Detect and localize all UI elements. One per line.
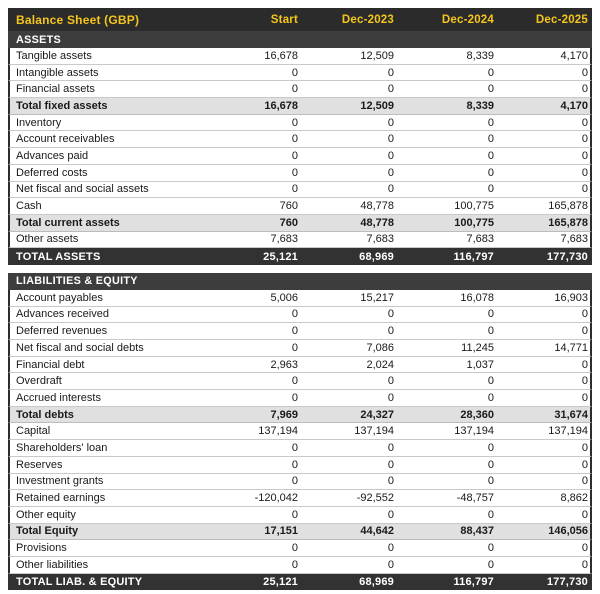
row-label: Capital xyxy=(16,425,51,438)
cell-value: 0 xyxy=(581,358,588,371)
cell-value: 116,797 xyxy=(453,575,494,588)
cell-value: 48,778 xyxy=(360,216,394,229)
column-header-dec-2025: Dec-2025 xyxy=(535,13,588,26)
row-label: Inventory xyxy=(16,116,62,129)
row-label: Account payables xyxy=(16,291,103,304)
cell-value: 0 xyxy=(387,133,394,146)
cell-value: 31,674 xyxy=(554,408,588,421)
table-row xyxy=(8,440,592,457)
cell-value: 0 xyxy=(387,66,394,79)
row-label: Financial assets xyxy=(16,83,95,96)
cell-value: 4,170 xyxy=(560,99,588,112)
row-label: Total Equity xyxy=(16,525,79,538)
cell-value: 0 xyxy=(387,458,394,471)
row-label: Total current assets xyxy=(16,216,120,229)
cell-value: 0 xyxy=(581,475,588,488)
cell-value: 0 xyxy=(487,458,494,471)
table-row xyxy=(8,248,592,265)
cell-value: 15,217 xyxy=(360,291,394,304)
cell-value: 0 xyxy=(291,375,298,388)
cell-value: 2,963 xyxy=(270,358,298,371)
cell-value: 25,121 xyxy=(263,575,298,588)
cell-value: 0 xyxy=(581,508,588,521)
cell-value: 0 xyxy=(487,375,494,388)
balance-sheet-table xyxy=(8,8,592,590)
cell-value: 760 xyxy=(279,200,298,213)
table-row xyxy=(8,474,592,491)
cell-value: 146,056 xyxy=(548,525,588,538)
cell-value: 0 xyxy=(487,325,494,338)
cell-value: 0 xyxy=(581,542,588,555)
row-label: Total fixed assets xyxy=(16,99,108,112)
table-row xyxy=(8,165,592,182)
cell-value: 0 xyxy=(581,375,588,388)
table-title: Balance Sheet (GBP) xyxy=(16,12,140,27)
cell-value: 68,969 xyxy=(359,250,394,263)
row-label: Advances received xyxy=(16,308,109,321)
cell-value: 0 xyxy=(291,391,298,404)
table-row xyxy=(8,390,592,407)
cell-value: 760 xyxy=(279,216,298,229)
table-row xyxy=(8,115,592,132)
cell-value: 0 xyxy=(487,308,494,321)
row-label: Other liabilities xyxy=(16,558,89,571)
row-label: Reserves xyxy=(16,458,63,471)
cell-value: -120,042 xyxy=(254,492,298,505)
cell-value: 7,683 xyxy=(366,233,394,246)
cell-value: 0 xyxy=(387,542,394,555)
cell-value: 0 xyxy=(387,149,394,162)
cell-value: 0 xyxy=(387,558,394,571)
row-label: Tangible assets xyxy=(16,49,92,62)
cell-value: 0 xyxy=(291,183,298,196)
cell-value: 0 xyxy=(291,542,298,555)
cell-value: 28,360 xyxy=(460,408,494,421)
row-label: Account receivables xyxy=(16,133,115,146)
cell-value: 0 xyxy=(581,66,588,79)
cell-value: 7,969 xyxy=(270,408,298,421)
row-label: Deferred costs xyxy=(16,166,88,179)
row-label: TOTAL ASSETS xyxy=(16,250,101,263)
row-label: Other assets xyxy=(16,233,79,246)
cell-value: 0 xyxy=(291,133,298,146)
cell-value: 0 xyxy=(581,441,588,454)
cell-value: 7,086 xyxy=(366,341,394,354)
table-row xyxy=(8,340,592,357)
cell-value: 0 xyxy=(581,308,588,321)
cell-value: 0 xyxy=(487,66,494,79)
cell-value: 0 xyxy=(291,116,298,129)
cell-value: 0 xyxy=(487,149,494,162)
cell-value: 137,194 xyxy=(258,425,298,438)
cell-value: 5,006 xyxy=(270,291,298,304)
cell-value: 100,775 xyxy=(454,216,494,229)
cell-value: 4,170 xyxy=(560,49,588,62)
cell-value: 24,327 xyxy=(360,408,394,421)
cell-value: 0 xyxy=(581,133,588,146)
cell-value: 0 xyxy=(387,308,394,321)
row-label: LIABILITIES & EQUITY xyxy=(16,275,138,288)
section-spacer xyxy=(8,265,592,273)
cell-value: 7,683 xyxy=(560,233,588,246)
cell-value: 0 xyxy=(487,166,494,179)
cell-value: 88,437 xyxy=(460,525,494,538)
cell-value: 165,878 xyxy=(548,216,588,229)
table-row xyxy=(8,182,592,199)
cell-value: 0 xyxy=(387,83,394,96)
table-row xyxy=(8,148,592,165)
table-row xyxy=(8,457,592,474)
cell-value: 16,678 xyxy=(264,99,298,112)
cell-value: 177,730 xyxy=(546,250,588,263)
column-header-dec-2024: Dec-2024 xyxy=(441,13,494,26)
row-label: Overdraft xyxy=(16,375,62,388)
cell-value: 0 xyxy=(487,475,494,488)
cell-value: 0 xyxy=(581,149,588,162)
cell-value: 0 xyxy=(291,558,298,571)
cell-value: 137,194 xyxy=(354,425,394,438)
cell-value: 0 xyxy=(387,375,394,388)
row-label: ASSETS xyxy=(16,33,61,46)
table-row xyxy=(8,232,592,249)
row-label: Retained earnings xyxy=(16,492,106,505)
table-row xyxy=(8,323,592,340)
cell-value: 0 xyxy=(291,83,298,96)
row-label: Cash xyxy=(16,200,42,213)
table-rows xyxy=(8,31,592,590)
cell-value: 0 xyxy=(387,508,394,521)
cell-value: 68,969 xyxy=(359,575,394,588)
table-row xyxy=(8,81,592,98)
cell-value: 0 xyxy=(387,166,394,179)
table-row xyxy=(8,215,592,232)
row-label: Total debts xyxy=(16,408,74,421)
cell-value: 0 xyxy=(581,558,588,571)
cell-value: 0 xyxy=(291,441,298,454)
cell-value: 0 xyxy=(581,183,588,196)
cell-value: 0 xyxy=(291,508,298,521)
cell-value: 0 xyxy=(387,475,394,488)
table-row xyxy=(8,490,592,507)
cell-value: 165,878 xyxy=(548,200,588,213)
row-label: Deferred revenues xyxy=(16,325,108,338)
row-label: Investment grants xyxy=(16,475,104,488)
cell-value: 7,683 xyxy=(270,233,298,246)
cell-value: 16,678 xyxy=(264,49,298,62)
cell-value: 0 xyxy=(581,325,588,338)
column-header-start: Start xyxy=(270,13,298,26)
table-row xyxy=(8,407,592,424)
cell-value: 0 xyxy=(487,508,494,521)
table-row xyxy=(8,98,592,115)
row-label: Shareholders' loan xyxy=(16,441,108,454)
cell-value: 11,245 xyxy=(461,341,494,354)
cell-value: 16,903 xyxy=(554,291,588,304)
cell-value: 17,151 xyxy=(264,525,298,538)
cell-value: 0 xyxy=(581,83,588,96)
table-row xyxy=(8,540,592,557)
cell-value: 0 xyxy=(487,542,494,555)
row-label: Provisions xyxy=(16,542,67,555)
row-label: Net fiscal and social debts xyxy=(16,341,144,354)
cell-value: -92,552 xyxy=(356,492,394,505)
cell-value: 0 xyxy=(387,325,394,338)
cell-value: 25,121 xyxy=(263,250,298,263)
cell-value: 8,862 xyxy=(560,492,588,505)
cell-value: 137,194 xyxy=(454,425,494,438)
cell-value: 14,771 xyxy=(554,341,588,354)
cell-value: 0 xyxy=(487,183,494,196)
cell-value: 0 xyxy=(291,341,298,354)
row-label: Intangible assets xyxy=(16,66,99,79)
cell-value: 16,078 xyxy=(460,291,494,304)
cell-value: 1,037 xyxy=(466,358,494,371)
row-label: Advances paid xyxy=(16,149,89,162)
cell-value: 0 xyxy=(387,441,394,454)
column-header-dec-2023: Dec-2023 xyxy=(341,13,394,26)
row-label: Accrued interests xyxy=(16,391,101,404)
cell-value: 0 xyxy=(291,308,298,321)
cell-value: -48,757 xyxy=(456,492,494,505)
row-label: TOTAL LIAB. & EQUITY xyxy=(16,575,143,588)
cell-value: 44,642 xyxy=(360,525,394,538)
row-label: Net fiscal and social assets xyxy=(16,183,149,196)
cell-value: 0 xyxy=(487,116,494,129)
cell-value: 0 xyxy=(581,166,588,179)
cell-value: 0 xyxy=(487,558,494,571)
cell-value: 12,509 xyxy=(360,99,394,112)
table-row xyxy=(8,198,592,215)
cell-value: 116,797 xyxy=(453,250,494,263)
cell-value: 7,683 xyxy=(466,233,494,246)
table-row xyxy=(8,423,592,440)
cell-value: 0 xyxy=(581,116,588,129)
table-row xyxy=(8,307,592,324)
table-row xyxy=(8,557,592,574)
cell-value: 0 xyxy=(487,391,494,404)
section-header-row xyxy=(8,273,592,290)
table-row xyxy=(8,357,592,374)
cell-value: 0 xyxy=(581,391,588,404)
cell-value: 8,339 xyxy=(466,49,494,62)
cell-value: 0 xyxy=(291,66,298,79)
cell-value: 0 xyxy=(291,475,298,488)
cell-value: 0 xyxy=(387,183,394,196)
table-row xyxy=(8,65,592,82)
cell-value: 0 xyxy=(581,458,588,471)
section-header-row xyxy=(8,31,592,48)
cell-value: 0 xyxy=(487,441,494,454)
cell-value: 8,339 xyxy=(466,99,494,112)
cell-value: 0 xyxy=(487,83,494,96)
table-row xyxy=(8,290,592,307)
cell-value: 0 xyxy=(387,391,394,404)
table-row xyxy=(8,48,592,65)
cell-value: 0 xyxy=(291,166,298,179)
table-row xyxy=(8,131,592,148)
table-row xyxy=(8,373,592,390)
row-label: Other equity xyxy=(16,508,76,521)
row-label: Financial debt xyxy=(16,358,85,371)
cell-value: 0 xyxy=(387,116,394,129)
cell-value: 2,024 xyxy=(366,358,394,371)
cell-value: 12,509 xyxy=(360,49,394,62)
table-row xyxy=(8,524,592,541)
cell-value: 0 xyxy=(291,458,298,471)
cell-value: 0 xyxy=(487,133,494,146)
table-row xyxy=(8,507,592,524)
cell-value: 48,778 xyxy=(360,200,394,213)
cell-value: 100,775 xyxy=(454,200,494,213)
cell-value: 0 xyxy=(291,325,298,338)
table-header-row xyxy=(8,8,592,31)
cell-value: 177,730 xyxy=(546,575,588,588)
table-row xyxy=(8,574,592,591)
cell-value: 137,194 xyxy=(548,425,588,438)
cell-value: 0 xyxy=(291,149,298,162)
